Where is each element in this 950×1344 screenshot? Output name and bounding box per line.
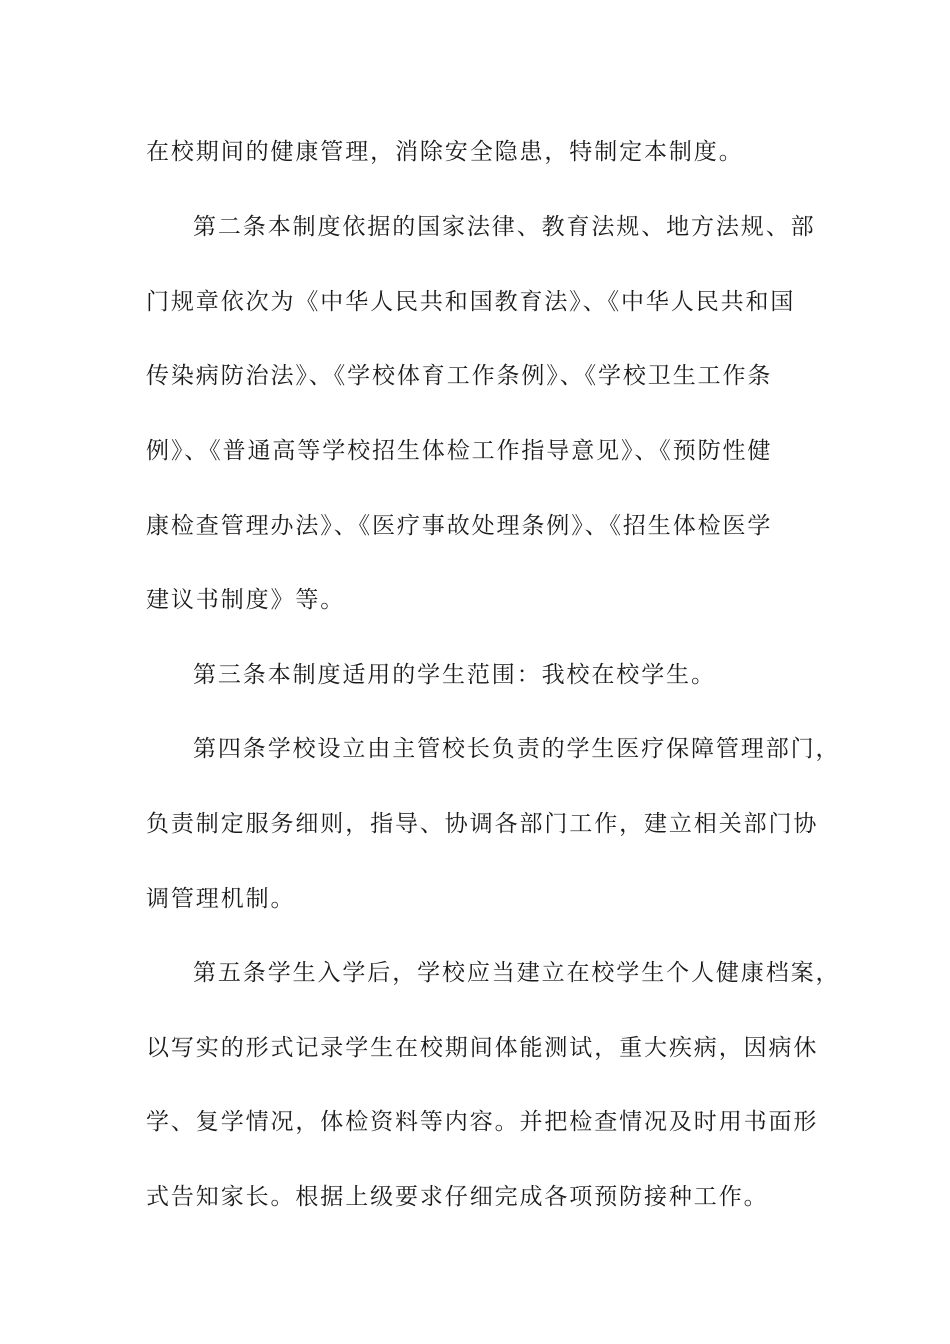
article-2-line-5: 康检查管理办法》、《医疗事故处理条例》、《招生体检医学 — [146, 513, 773, 539]
article-2-line-1: 第二条本制度依据的国家法律、教育法规、地方法规、部 — [193, 214, 816, 240]
text-line-1: 在校期间的健康管理，消除安全隐患，特制定本制度。 — [146, 139, 744, 165]
article-3-line-1: 第三条本制度适用的学生范围：我校在校学生。 — [193, 662, 716, 688]
article-4-line-3: 调管理机制。 — [146, 886, 296, 912]
article-5-line-4: 式告知家长。根据上级要求仔细完成各项预防接种工作。 — [146, 1184, 769, 1210]
article-5-line-3: 学、复学情况，体检资料等内容。并把检查情况及时用书面形 — [146, 1109, 819, 1135]
article-2-line-3: 传染病防治法》、《学校体育工作条例》、《学校卫生工作条 — [146, 363, 773, 389]
article-4-line-2: 负责制定服务细则，指导、协调各部门工作，建立相关部门协 — [146, 811, 819, 837]
article-2-line-4: 例》、《普通高等学校招生体检工作指导意见》、《预防性健 — [146, 438, 773, 464]
article-4-line-1: 第四条学校设立由主管校长负责的学生医疗保障管理部门， — [193, 736, 841, 762]
article-2-line-6: 建议书制度》等。 — [146, 587, 346, 613]
article-5-line-1: 第五条学生入学后，学校应当建立在校学生个人健康档案， — [193, 960, 841, 986]
article-5-line-2: 以写实的形式记录学生在校期间体能测试，重大疾病，因病休 — [146, 1035, 819, 1061]
article-2-line-2: 门规章依次为《中华人民共和国教育法》、《中华人民共和国 — [146, 289, 796, 315]
